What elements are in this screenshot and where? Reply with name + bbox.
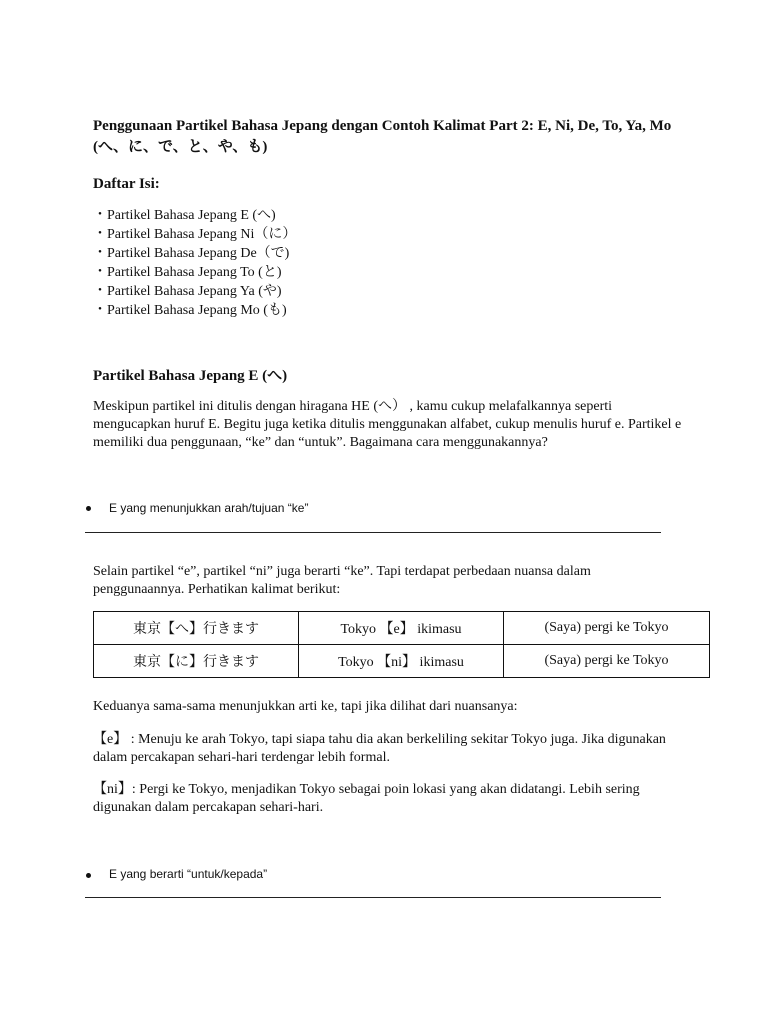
bullet-direction: E yang menunjukkan arah/tujuan “ke” [109,501,309,515]
table-cell-japanese: 東京【に】行きます [94,645,299,678]
section-heading-e: Partikel Bahasa Jepang E (へ) [93,368,288,384]
table-row [94,645,710,678]
table-cell-romaji: Tokyo 【ni】 ikimasu [299,645,504,678]
table-cell-meaning: (Saya) pergi ke Tokyo [504,612,710,645]
page-title: Penggunaan Partikel Bahasa Jepang dengan Contoh Kalimat Part 2: E, Ni, De, To, Ya, Mo (へ、に、で、と、や、も) [93,118,672,155]
divider [85,897,661,898]
note-ni: 【ni】: Pergi ke Tokyo, menjadikan Tokyo sebagai poin lokasi yang akan didatangi. Lebih sering digunakan dalam percakapan sehari-hari. [93,782,640,815]
table-row [94,612,710,645]
toc-item-mo[interactable]: ・Partikel Bahasa Jepang Mo (も) [93,303,287,318]
compare-paragraph: Selain partikel “e”, partikel “ni” juga berarti “ke”. Tapi terdapat perbedaan nuansa dalam penggunaannya. Perhatikan kalimat berikut: [93,564,591,597]
bullet-dot-icon [86,506,91,511]
table-cell-romaji: Tokyo 【e】 ikimasu [299,612,504,645]
bullet-for: E yang berarti “untuk/kepada” [109,867,268,881]
bullet-dot-icon [86,873,91,878]
table-of-contents [93,206,296,320]
toc-item-ni[interactable]: ・Partikel Bahasa Jepang Ni（に） [93,227,297,242]
toc-item-de[interactable]: ・Partikel Bahasa Jepang De（で) [93,246,290,261]
nuance-paragraph: Keduanya sama-sama menunjukkan arti ke, tapi jika dilihat dari nuansanya: [93,699,518,714]
table-cell-meaning: (Saya) pergi ke Tokyo [504,645,710,678]
example-table [93,611,710,678]
toc-item-to[interactable]: ・Partikel Bahasa Jepang To (と) [93,265,282,280]
toc-item-ya[interactable]: ・Partikel Bahasa Jepang Ya (や) [93,284,282,299]
note-e: 【e】 : Menuju ke arah Tokyo, tapi siapa tahu dia akan berkeliling sekitar Tokyo juga. Jika digunakan dalam percakapan sehari-hari terdengar lebih formal. [93,732,666,765]
toc-heading: Daftar Isi: [93,176,160,192]
table-cell-japanese: 東京【へ】行きます [94,612,299,645]
toc-item-e[interactable]: ・Partikel Bahasa Jepang E (へ) [93,208,276,223]
divider [85,532,661,533]
intro-paragraph: Meskipun partikel ini ditulis dengan hiragana HE (へ） , kamu cukup melafalkannya seperti mengucapkan huruf E. Begitu juga ketika ditulis menggunakan alfabet, cukup menulis huruf e. Partikel e memiliki dua penggunaan, “ke” dan “untuk”. Bagaimana cara menggunakannya? [93,399,682,450]
